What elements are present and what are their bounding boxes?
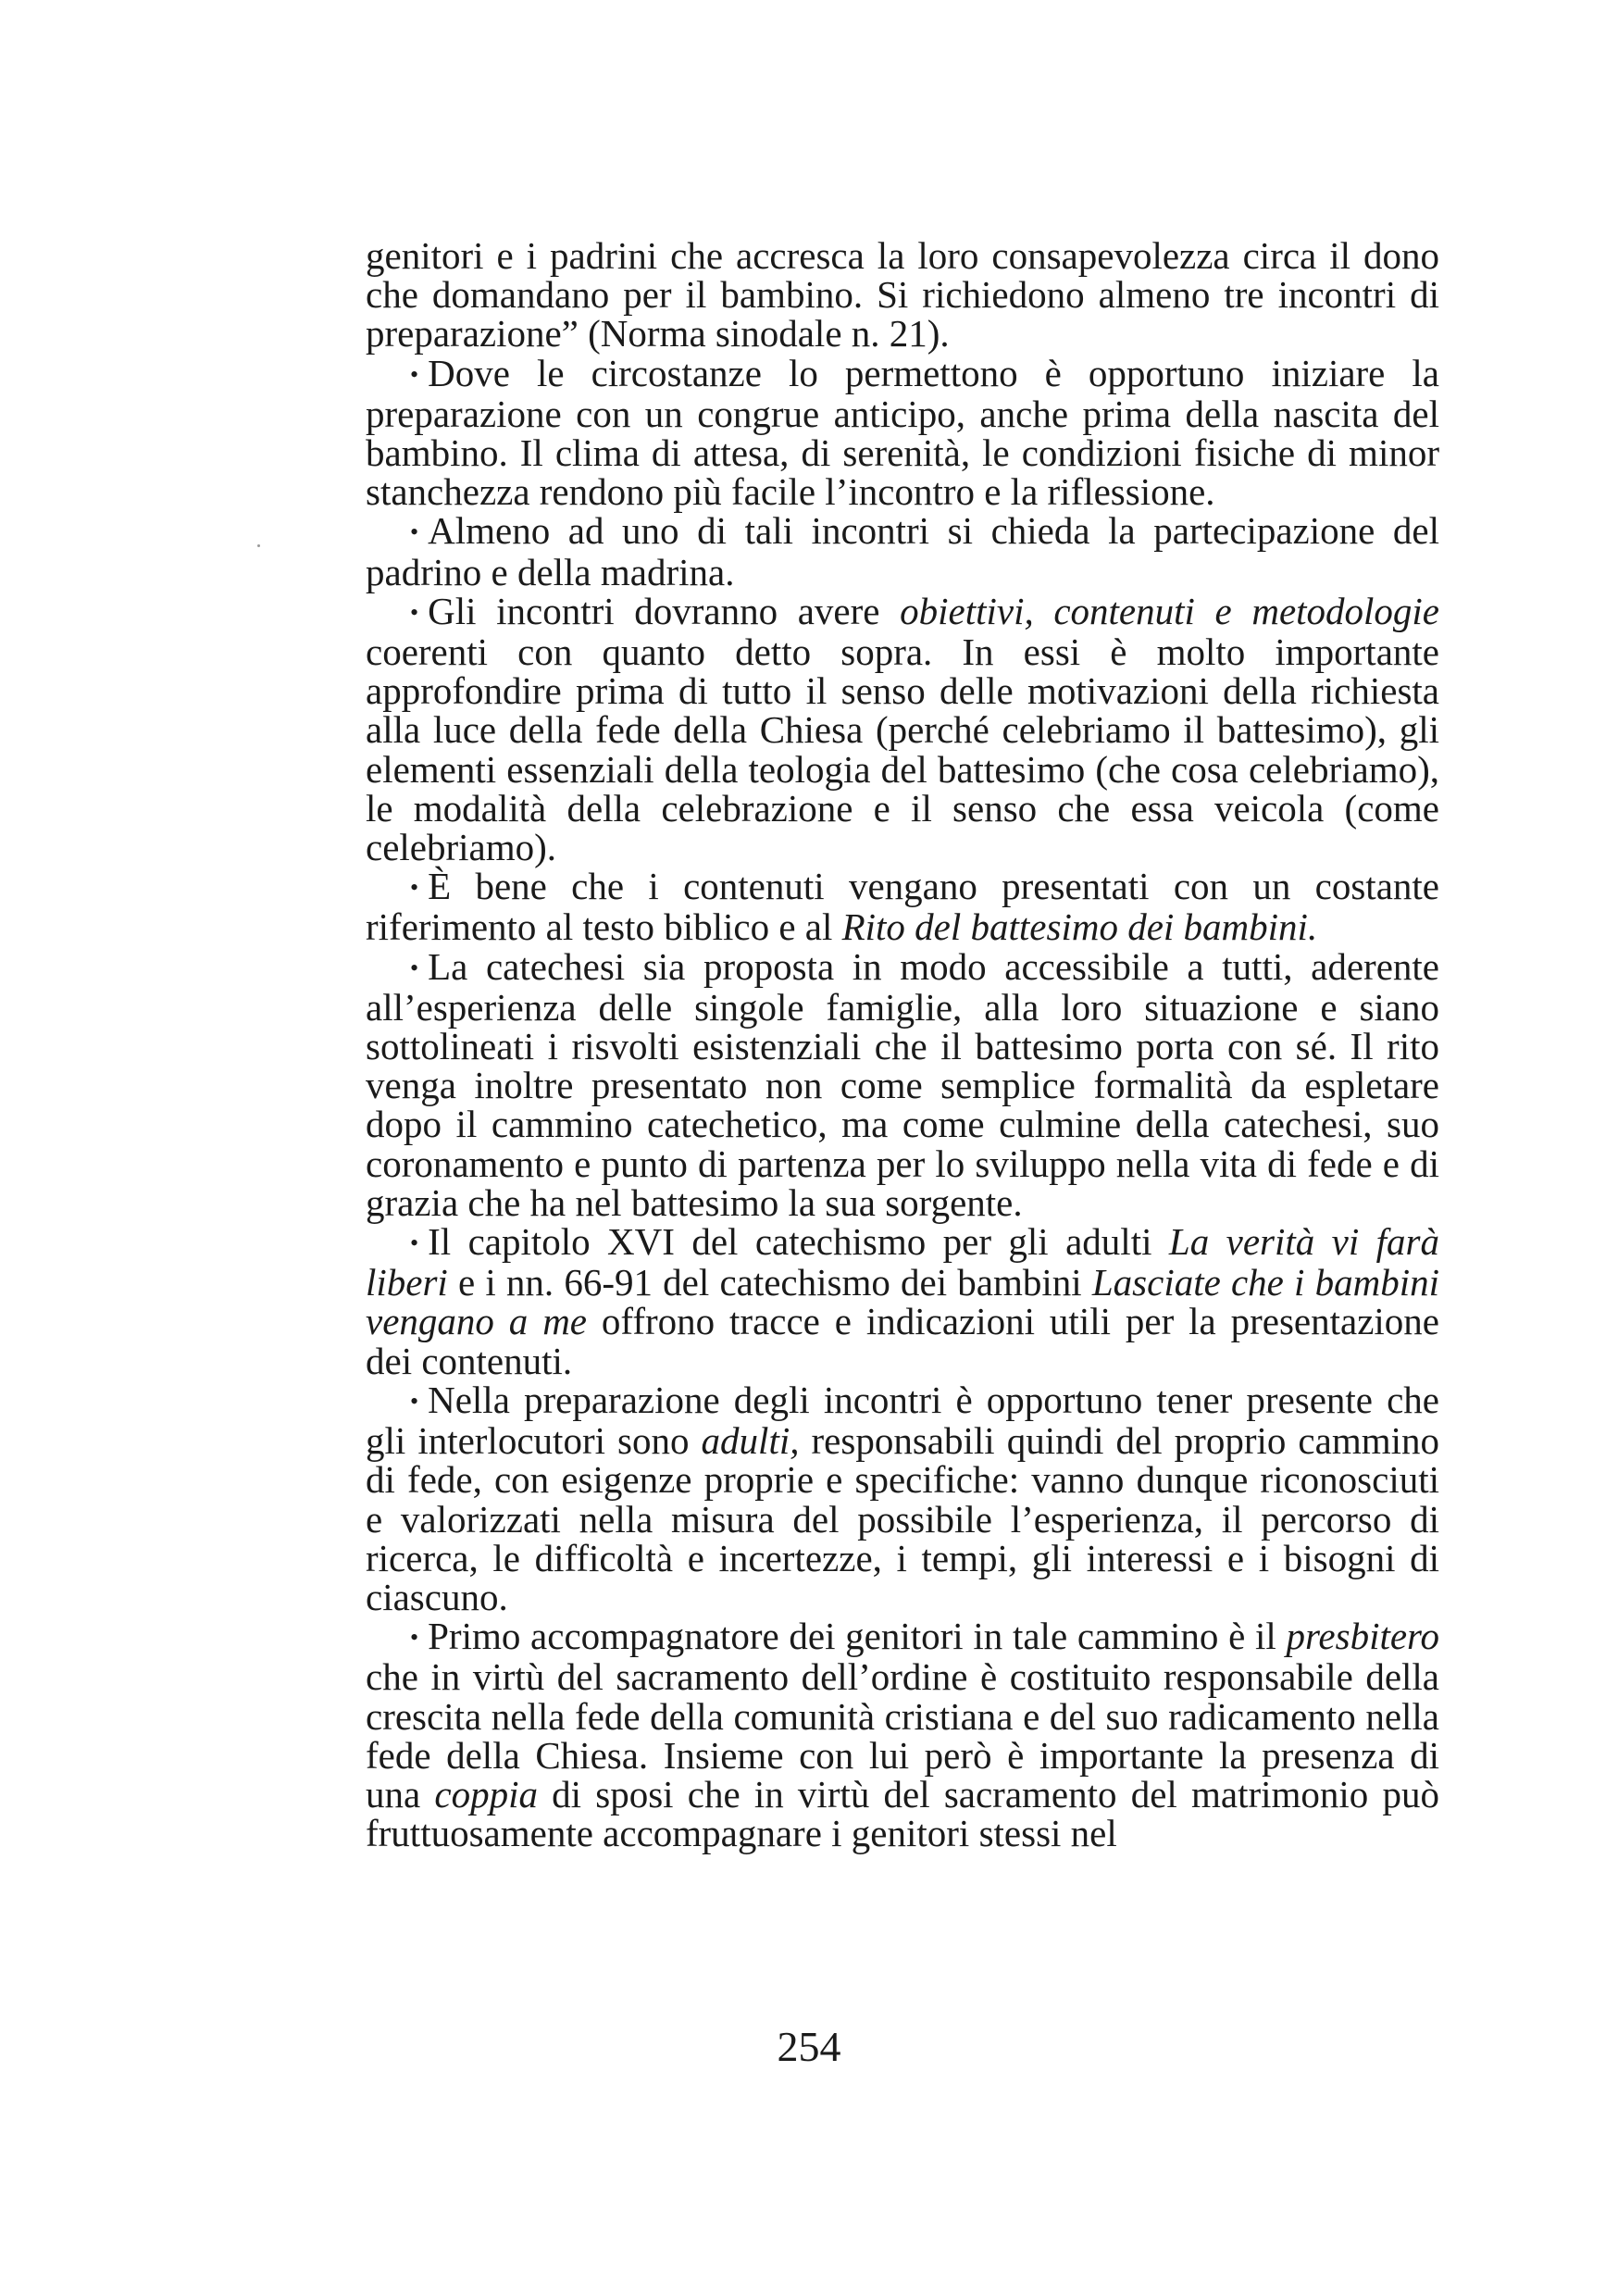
bullet-paragraph — [366, 944, 1439, 1224]
bullet-paragraph — [366, 589, 1440, 869]
text-run: responsabili quindi del proprio cammino di fede, con esigenze proprie e specifiche: vanno dunque riconosciuti e valorizzati nella misura del possibile l’esperienza, il percorso di ricerca, le difficoltà e incertezze, i tempi, gli interessi e i bisogni di ciascuno. — [366, 1419, 1439, 1618]
text-run: Dove le circostanze lo permettono è opportuno iniziare la preparazione con un congrue anticipo, anche prima della nascita del bambino. Il clima di attesa, di serenità, le condizioni fisiche di minor stanchezza rendono più facile l’incontro e la riflessione. — [366, 351, 1439, 514]
text-run: genitori e i padrini che accresca la loro consapevolezza circa il dono che domandano per il bambino. Si richiedono almeno tre incontri di preparazione” (Norma sinodale n. 21). — [366, 234, 1439, 356]
bullet-paragraph — [366, 865, 1439, 949]
text-run: Nella preparazione degli incontri è opportuno tener presente che gli interlocutori sono — [366, 1378, 1439, 1463]
italic-text: Lasciate che i bambini vengano a me — [366, 1261, 1439, 1343]
text-run: Primo accompagnatore dei genitori in tale cammino è il — [428, 1615, 1287, 1658]
bullet-icon: • — [410, 874, 419, 902]
text-run: di sposi che in virtù del sacramento del matrimonio può fruttuosamente accompagnare i genitori stessi nel — [366, 1772, 1439, 1855]
italic-text: presbitero — [1286, 1615, 1439, 1658]
bullet-icon: • — [410, 1387, 419, 1415]
page-number: 254 — [777, 2023, 841, 2070]
body-text — [366, 236, 1439, 1853]
text-run: e i nn. 66-91 del catechismo dei bambini — [447, 1261, 1092, 1304]
scan-speck — [257, 544, 260, 547]
bullet-icon: • — [410, 360, 419, 388]
paragraph — [366, 236, 1439, 354]
italic-text: obiettivi, contenuti e metodologie — [900, 589, 1440, 632]
bullet-paragraph — [366, 1380, 1439, 1616]
italic-text: adulti, — [701, 1419, 800, 1463]
bullet-paragraph — [366, 511, 1439, 591]
bullet-icon: • — [410, 1229, 419, 1257]
italic-text: La verità vi farà liberi — [366, 1220, 1440, 1304]
text-run: È bene che i contenuti vengano presentati con un costante riferimento al testo biblico e al — [366, 865, 1439, 949]
bullet-icon: • — [410, 518, 419, 546]
italic-text: Rito del battesimo dei bambini. — [841, 905, 1318, 949]
text-run: Gli incontri dovranno avere — [428, 589, 901, 632]
text-run: offrono tracce e indicazioni utili per la presentazione dei contenuti. — [366, 1300, 1440, 1382]
text-run: coerenti con quanto detto sopra. In essi è molto importante approfondire prima di tutto il senso delle motivazioni della richiesta alla luce della fede della Chiesa (perché celebriamo il battesimo), gli elementi essenziali della teologia del battesimo (che cosa celebriamo), le modalità della celebrazione e il senso che essa veicola (come celebriamo). — [366, 630, 1439, 869]
bullet-icon: • — [410, 1624, 419, 1652]
bullet-paragraph — [366, 351, 1439, 514]
italic-text: coppia — [434, 1772, 538, 1816]
bullet-paragraph — [366, 1222, 1439, 1380]
text-run: Almeno ad uno di tali incontri si chieda la partecipazione del padrino e della madrina. — [366, 509, 1439, 593]
bullet-icon: • — [410, 598, 419, 626]
bullet-paragraph — [366, 1616, 1439, 1853]
text-run: che in virtù del sacramento dell’ordine è costituito responsabile della crescita nella fede della comunità cristiana e del suo radicamento nella fede della Chiesa. Insieme con lui però è importante la presenza di una — [366, 1655, 1439, 1816]
text-run: La catechesi sia proposta in modo accessibile a tutti, aderente all’esperienza delle singole famiglie, alla loro situazione e siano sottolineati i risvolti esistenziali che il battesimo porta con sé. Il rito venga inoltre presentato non come semplice formalità da espletare dopo il cammino catechetico, ma come culmine della catechesi, suo coronamento e punto di partenza per lo sviluppo nella vita di fede e di grazia che ha nel battesimo la sua sorgente. — [366, 944, 1439, 1224]
text-run: Il capitolo XVI del catechismo per gli adulti — [428, 1220, 1169, 1264]
bullet-icon: • — [410, 954, 419, 981]
